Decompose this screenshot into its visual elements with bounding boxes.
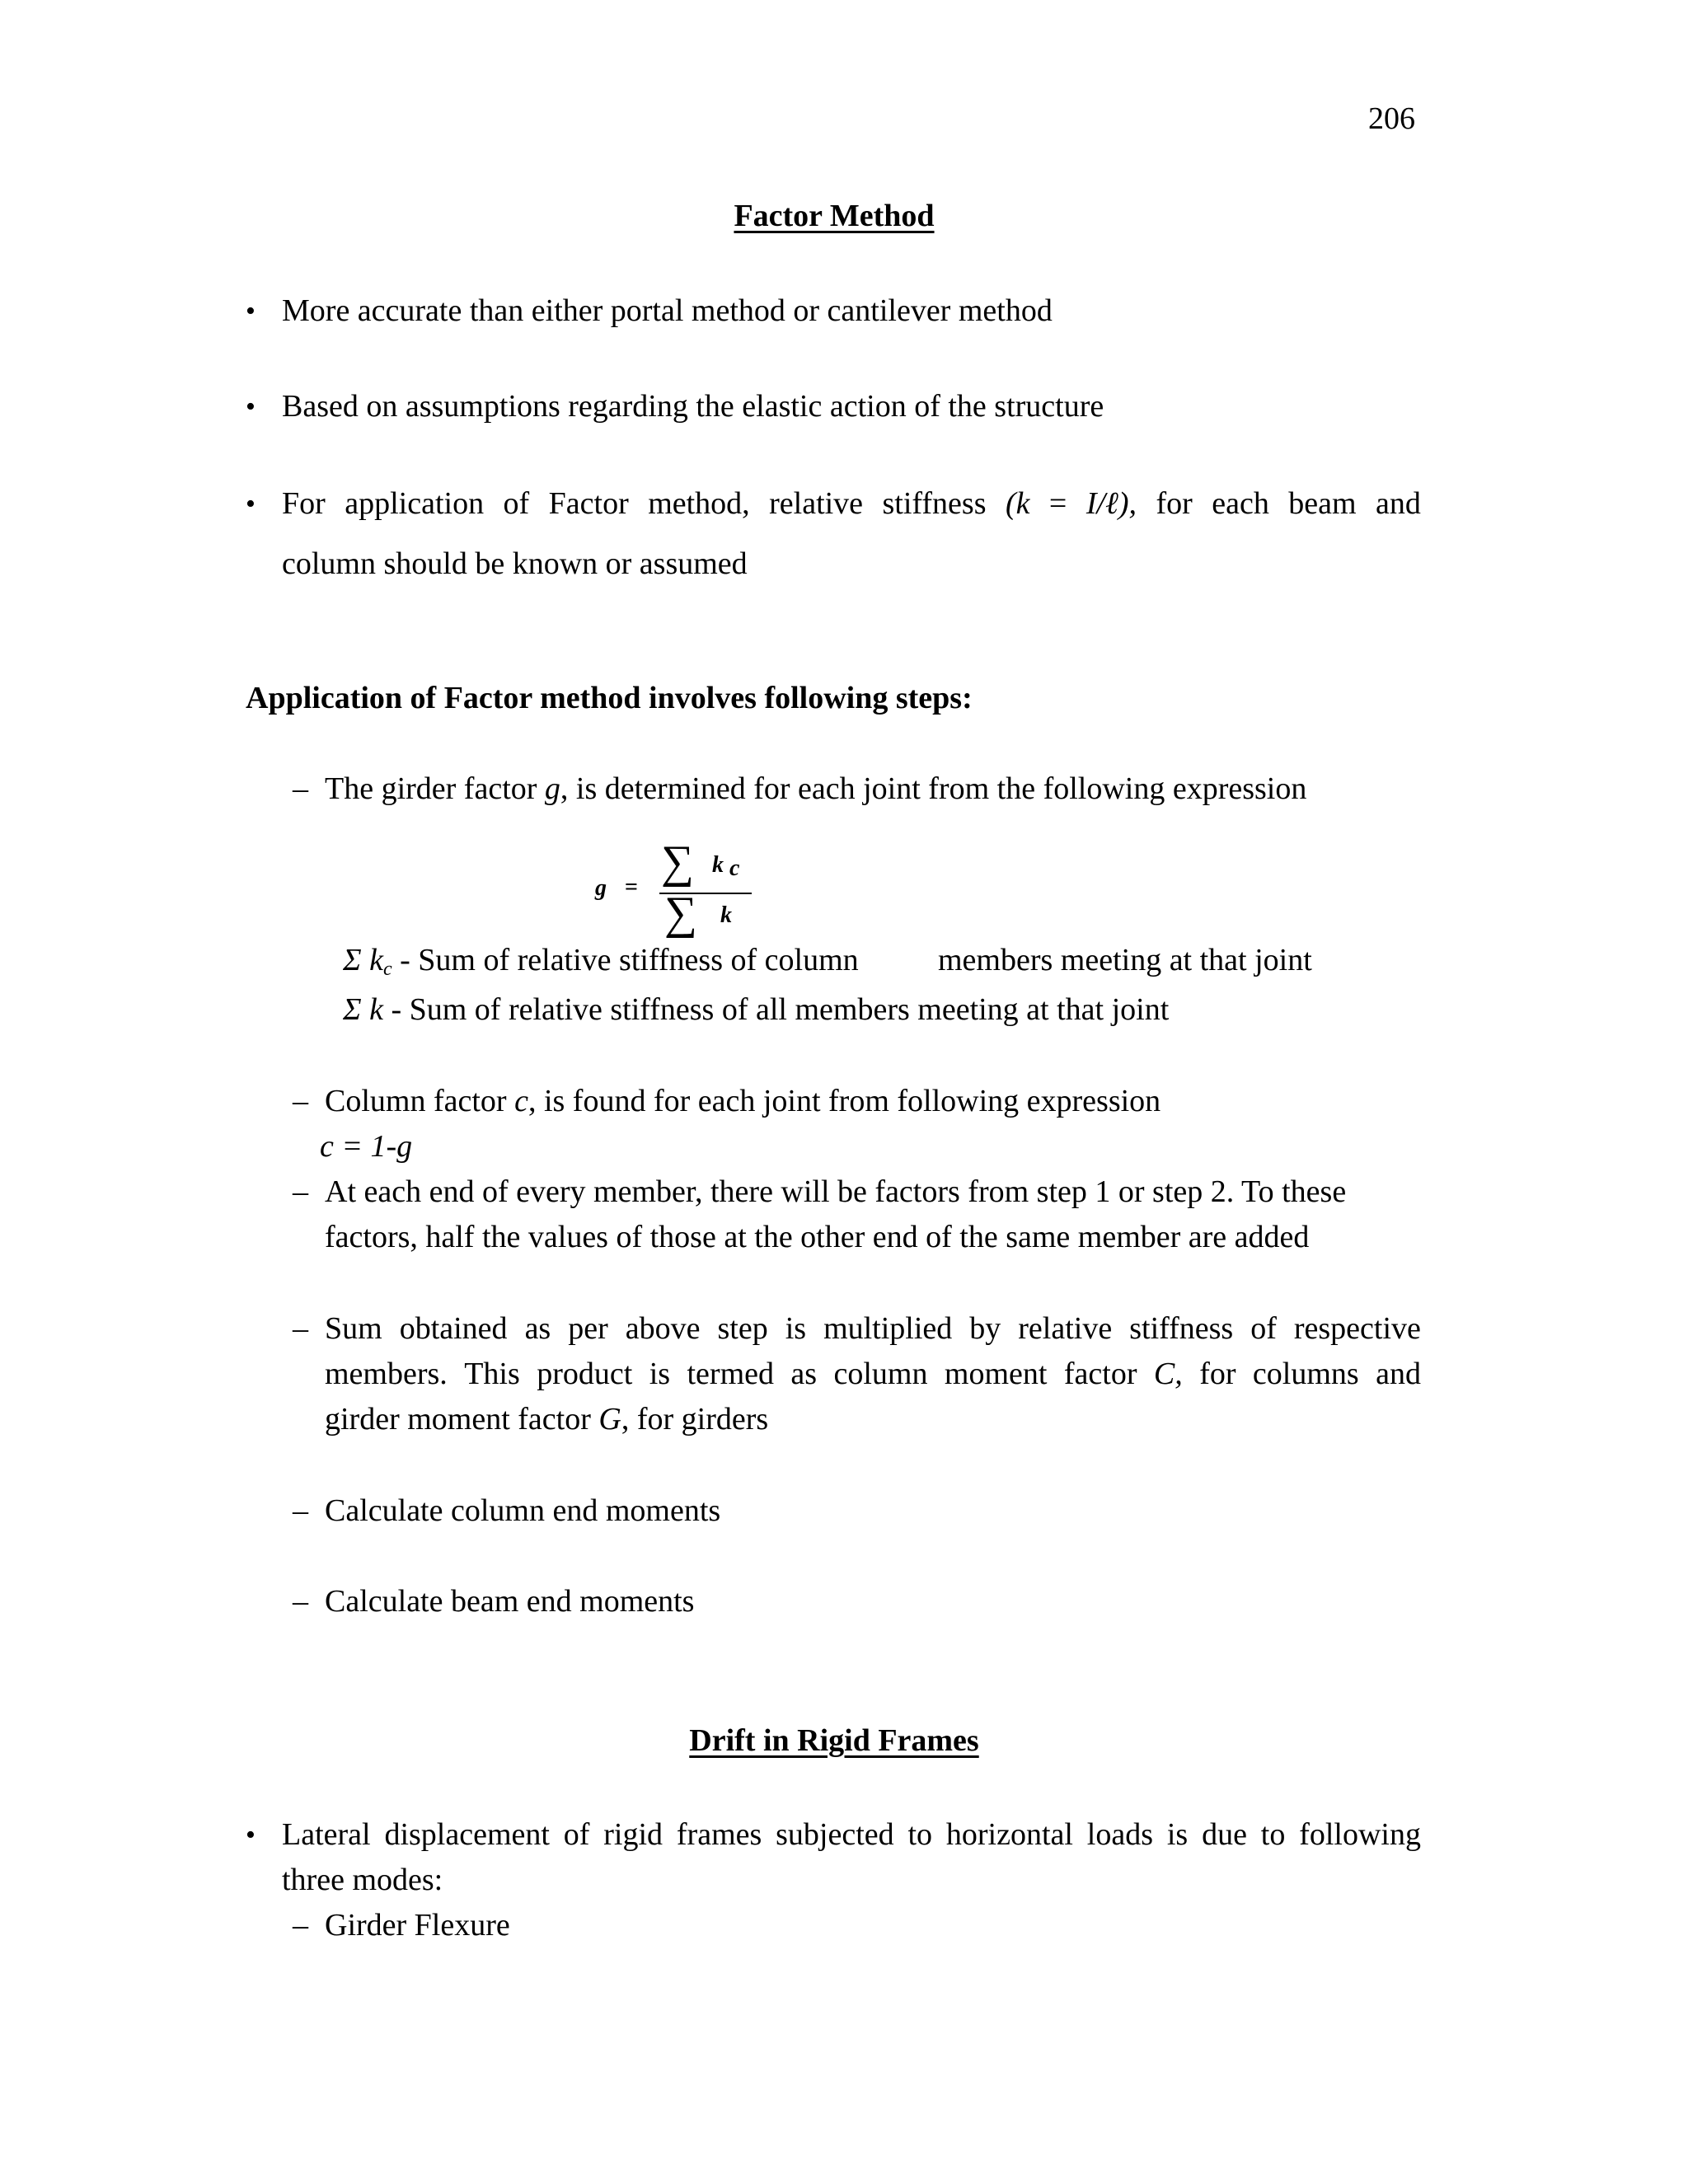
step-1-text-a: The girder factor: [325, 771, 545, 806]
section-heading-drift: Drift in Rigid Frames: [689, 1723, 979, 1758]
word: relative: [1018, 1311, 1113, 1346]
symbol-subscript-c: c: [382, 958, 392, 980]
steps-heading: Application of Factor method involves following steps:: [246, 681, 973, 715]
definition-sum-k: [343, 994, 1169, 1025]
word: obtained: [399, 1311, 508, 1346]
step-4-line-1: [325, 1313, 1421, 1344]
word: due: [1202, 1817, 1247, 1852]
word: subjected: [776, 1817, 894, 1852]
drift-bullet-line-2: three modes:: [282, 1863, 443, 1897]
section-heading-factor-method: Factor Method: [734, 199, 935, 233]
bullet-icon: •: [246, 296, 256, 326]
word: =: [1048, 486, 1067, 521]
word: Lateral: [282, 1817, 371, 1852]
bullet-text-1: More accurate than either portal method or cantilever method: [282, 293, 1053, 328]
word: column: [833, 1357, 928, 1391]
word: factor: [1063, 1357, 1137, 1391]
bullet-text-3-line-1: [282, 488, 1421, 519]
step-1-text-b: , is determined for each joint from the following expression: [560, 771, 1307, 806]
step-2-text-b: , is found for each joint from following expression: [528, 1084, 1161, 1118]
word: relative: [769, 486, 864, 521]
word: termed: [687, 1357, 774, 1391]
word: of: [1250, 1311, 1277, 1346]
dash-icon: –: [293, 1584, 308, 1619]
word: is: [1166, 1817, 1189, 1852]
step-6-text: Calculate beam end moments: [325, 1584, 695, 1619]
step-4-line-3: [325, 1404, 768, 1435]
symbol-sum-k: Σ k: [343, 943, 383, 977]
word: horizontal: [945, 1817, 1073, 1852]
word: stiffness: [1129, 1311, 1234, 1346]
word: respective: [1293, 1311, 1421, 1346]
word: of: [563, 1817, 590, 1852]
drift-sub-item: Girder Flexure: [325, 1908, 510, 1943]
formula-numerator-sub: c: [729, 855, 740, 881]
sigma-icon: ∑: [664, 888, 697, 939]
step-1-text: [325, 773, 1306, 804]
bullet-icon: •: [246, 489, 256, 519]
word: Factor: [548, 486, 629, 521]
word: is: [649, 1357, 671, 1391]
word: per: [568, 1311, 608, 1346]
bullet-text-3-line-2: column should be known or assumed: [282, 546, 748, 581]
variable-g: g: [544, 771, 560, 806]
dash-icon: –: [293, 1174, 308, 1209]
dash-icon: –: [293, 771, 308, 806]
word: step: [717, 1311, 768, 1346]
formula-denominator-k: k: [720, 902, 732, 928]
step-2-text-a: Column factor: [325, 1084, 515, 1118]
word: stiffness: [882, 486, 987, 521]
bullet-icon: •: [246, 391, 256, 422]
page-number: 206: [1368, 101, 1415, 136]
step-4-line-3-b: , for girders: [621, 1402, 769, 1436]
word: and: [1376, 1357, 1421, 1391]
word: frames: [676, 1817, 762, 1852]
step-4-line-3-a: girder moment factor: [325, 1402, 599, 1436]
word: to: [907, 1817, 933, 1852]
sigma-icon: ∑: [661, 837, 694, 888]
step-4-line-2: [325, 1358, 1421, 1390]
word: as: [790, 1357, 818, 1391]
word: I/ℓ),: [1085, 486, 1137, 521]
bullet-text-2: Based on assumptions regarding the elastic action of the structure: [282, 389, 1104, 424]
word: as: [524, 1311, 551, 1346]
word: product: [537, 1357, 633, 1391]
definition-sum-kc: [343, 944, 859, 979]
word: moment: [944, 1357, 1048, 1391]
word: rigid: [603, 1817, 663, 1852]
word: method,: [648, 486, 750, 521]
word: C,: [1153, 1357, 1183, 1391]
formula-numerator-k: k: [712, 852, 724, 878]
dash-icon: –: [293, 1908, 308, 1943]
word: application: [345, 486, 485, 521]
formula-lhs: g: [595, 875, 607, 901]
word: beam: [1288, 486, 1357, 521]
dash-icon: –: [293, 1493, 308, 1528]
step-3-line-2: factors, half the values of those at the other end of the same member are added: [325, 1220, 1310, 1254]
word: is: [785, 1311, 807, 1346]
drift-bullet-line-1: [282, 1819, 1421, 1850]
word: for: [1156, 486, 1193, 521]
word: Sum: [325, 1311, 382, 1346]
word: above: [625, 1311, 701, 1346]
word: of: [503, 486, 530, 521]
definition-sum-kc-continued: members meeting at that joint: [938, 943, 1312, 977]
word: multiplied: [823, 1311, 953, 1346]
word: displacement: [384, 1817, 550, 1852]
word: For: [282, 486, 326, 521]
word: following: [1299, 1817, 1421, 1852]
dash-icon: –: [293, 1084, 308, 1118]
dash-icon: –: [293, 1311, 308, 1346]
word: to: [1260, 1817, 1286, 1852]
word: (k: [1005, 486, 1030, 521]
word: and: [1376, 486, 1421, 521]
variable-c: c: [514, 1084, 528, 1118]
step-5-text: Calculate column end moments: [325, 1493, 721, 1528]
column-factor-equation: c = 1-g: [320, 1129, 413, 1164]
word: members.: [325, 1357, 448, 1391]
word: This: [464, 1357, 520, 1391]
step-2-text: [325, 1085, 1160, 1117]
word: by: [969, 1311, 1001, 1346]
word: each: [1212, 486, 1269, 521]
definition-sum-k-text: - Sum of relative stiffness of all members meeting at that joint: [382, 992, 1170, 1027]
bullet-icon: •: [246, 1820, 256, 1850]
definition-sum-kc-text: - Sum of relative stiffness of column: [392, 943, 859, 977]
word: columns: [1252, 1357, 1359, 1391]
symbol-sum-k: Σ k: [343, 992, 383, 1027]
step-3-line-1: At each end of every member, there will be factors from step 1 or step 2. To these: [325, 1174, 1347, 1209]
formula-equals: =: [625, 874, 638, 900]
word: for: [1199, 1357, 1236, 1391]
word: loads: [1086, 1817, 1154, 1852]
variable-G: G: [598, 1402, 621, 1436]
